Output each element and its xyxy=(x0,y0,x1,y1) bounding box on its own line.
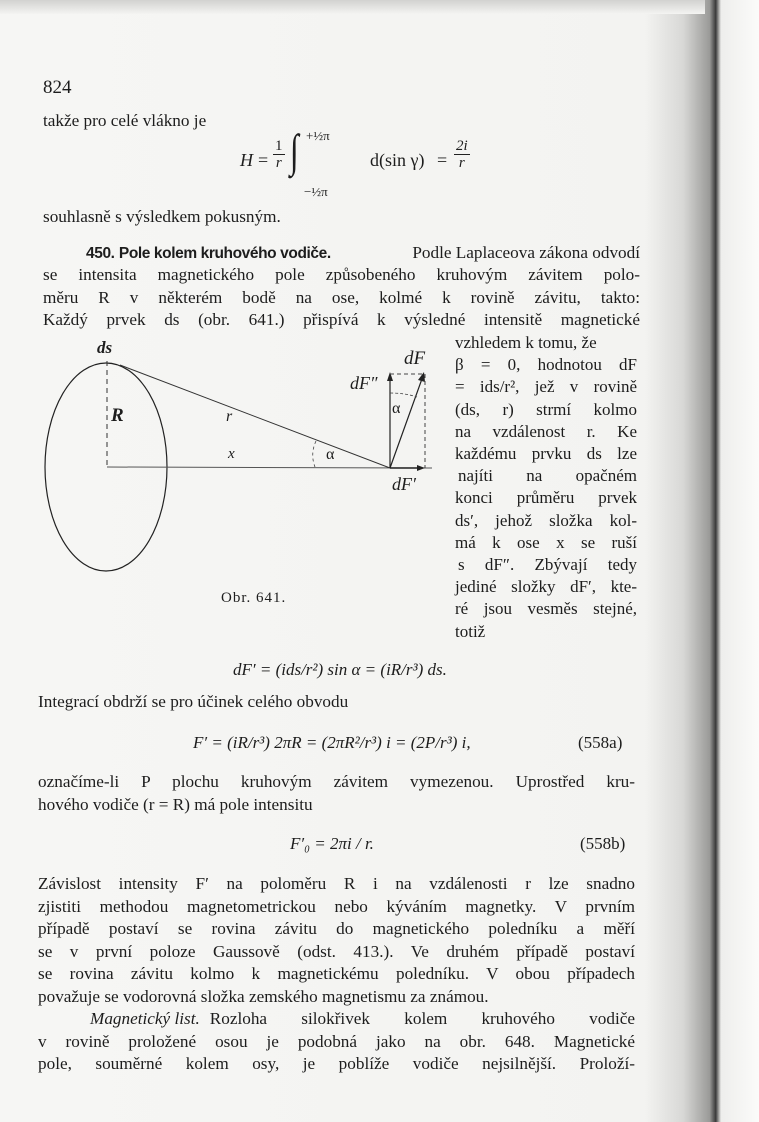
label-dF: dF xyxy=(404,348,426,369)
figure-641 xyxy=(0,340,440,620)
side-line: jediné složky dF′, kte- xyxy=(455,577,637,597)
section-title: Pole kolem kruhového vodiče. xyxy=(118,245,331,262)
paragraph-line: označíme-li P plochu kruhovým závitem vymezenou. Uprostřed kru- xyxy=(38,772,635,791)
section-text: Každý prvek ds (obr. 641.) přispívá k výsledné intensitě magnetické xyxy=(43,310,640,329)
side-line: na vzdálenost r. Ke xyxy=(455,421,637,441)
side-line: (ds, r) strmí kolmo xyxy=(455,399,637,419)
eq-coef: $\frac{1}{r}$ xyxy=(275,138,283,171)
label-dF-double-prime: dF″ xyxy=(350,373,378,393)
page-number: 824 xyxy=(43,77,72,98)
side-column xyxy=(455,332,637,643)
integrand: d(sin γ) xyxy=(370,150,425,170)
label-x: x xyxy=(228,446,235,462)
label-r: r xyxy=(226,408,233,425)
paragraph-line: případě postaví se rovina závitu do magnetického poledníku a měří xyxy=(38,919,635,939)
paragraph-line: v rovině proložené osou je podobná jako na obr. 648. Magnetické xyxy=(38,1031,635,1051)
paragraph-line: se rovina závitu kolmo k magnetickému poledníku. V obou případech xyxy=(38,964,635,984)
paragraph-line: Magnetický list. Rozloha silokřivek kolem kruhového vodiče xyxy=(38,1008,635,1031)
section-number: 450. xyxy=(86,245,115,262)
side-line: ds′, jehož složka kol- xyxy=(455,510,637,530)
eq-lhs: H xyxy=(240,150,253,170)
side-line: β = 0, hodnotou dF xyxy=(455,355,637,375)
side-line: = ids/r², jež v rovině xyxy=(455,377,637,397)
integral-sign: ∫ xyxy=(289,125,299,176)
magnetic-sheet-title: Magnetický list. xyxy=(90,1009,200,1028)
integral-lower: −½π xyxy=(304,184,328,199)
side-line: ré jsou vesměs stejné, xyxy=(455,599,637,619)
label-dF-prime: dF′ xyxy=(392,474,416,494)
section-text: měru R v některém bodě na ose, kolmé k rovině závitu, takto: xyxy=(43,288,640,307)
equation-558b: F′₀ = 2πi / r. xyxy=(290,834,374,853)
dependence-paragraph xyxy=(38,873,635,1009)
side-line: vzhledem k tomu, že xyxy=(455,333,597,352)
side-line: konci průměru prvek xyxy=(455,488,637,508)
intro-line: takže pro celé vlákno je xyxy=(43,111,207,130)
label-R: R xyxy=(111,405,124,426)
eq-rhs: $\frac{2i}{r}$ xyxy=(456,138,468,171)
integration-text: Integrací obdrží se pro účinek celého obvodu xyxy=(38,692,349,711)
side-line: každému prvku ds lze xyxy=(455,444,637,464)
label-alpha: α xyxy=(326,446,335,463)
section-heading-line xyxy=(43,242,640,264)
side-line: s dF″. Zbývají tedy xyxy=(458,555,637,575)
label-alpha-vector: α xyxy=(392,400,401,417)
section-text: Podle Laplaceova zákona odvodí xyxy=(412,243,640,262)
side-line: má k ose x se ruší xyxy=(455,532,637,552)
side-line: totiž xyxy=(455,621,486,641)
integral-upper: +½π xyxy=(306,128,330,143)
paragraph-line: se v první poloze Gaussově (odst. 413.). Ve druhém případě postaví xyxy=(38,941,635,961)
label-ds: ds xyxy=(97,338,113,357)
equation-dF-prime: dF′ = (ids/r²) sin α = (iR/r³) ds. xyxy=(233,660,447,679)
equation-label-558a: (558a) xyxy=(578,733,623,752)
scan-top-shadow xyxy=(0,0,705,14)
figure-caption: Obr. 641. xyxy=(221,590,287,606)
equation-H: H = $\frac{1}{r}$ ∫ +½π −½π d(sin γ) = $\frac{2i}{r}$ xyxy=(240,125,468,199)
side-line: najíti na opačném xyxy=(458,466,637,486)
paragraph-line: pole, souměrné kolem osy, je poblíže vodiče nejsilnější. Proloží- xyxy=(38,1054,635,1074)
paragraph-line: Závislost intensity F′ na poloměru R i na vzdálenosti r lze snadno xyxy=(38,874,635,893)
paragraph-line: hového vodiče (r = R) má pole intensitu xyxy=(38,795,313,814)
magnetic-sheet-paragraph xyxy=(38,1008,635,1076)
equation-label-558b: (558b) xyxy=(580,834,626,853)
equation-558a: F′ = (iR/r³) 2πR = (2πR²/r³) i = (2P/r³) i, xyxy=(193,733,471,752)
section-text: se intensita magnetického pole způsobeného kruhovým závitem polo- xyxy=(43,265,640,284)
paragraph-line: zjistiti methodou magnetometrickou nebo kýváním magnetky. V prvním xyxy=(38,896,635,916)
paragraph-line: považuje se vodorovná složka zemského magnetismu za známou. xyxy=(38,986,489,1006)
intro-line: souhlasně s výsledkem pokusným. xyxy=(43,207,281,226)
